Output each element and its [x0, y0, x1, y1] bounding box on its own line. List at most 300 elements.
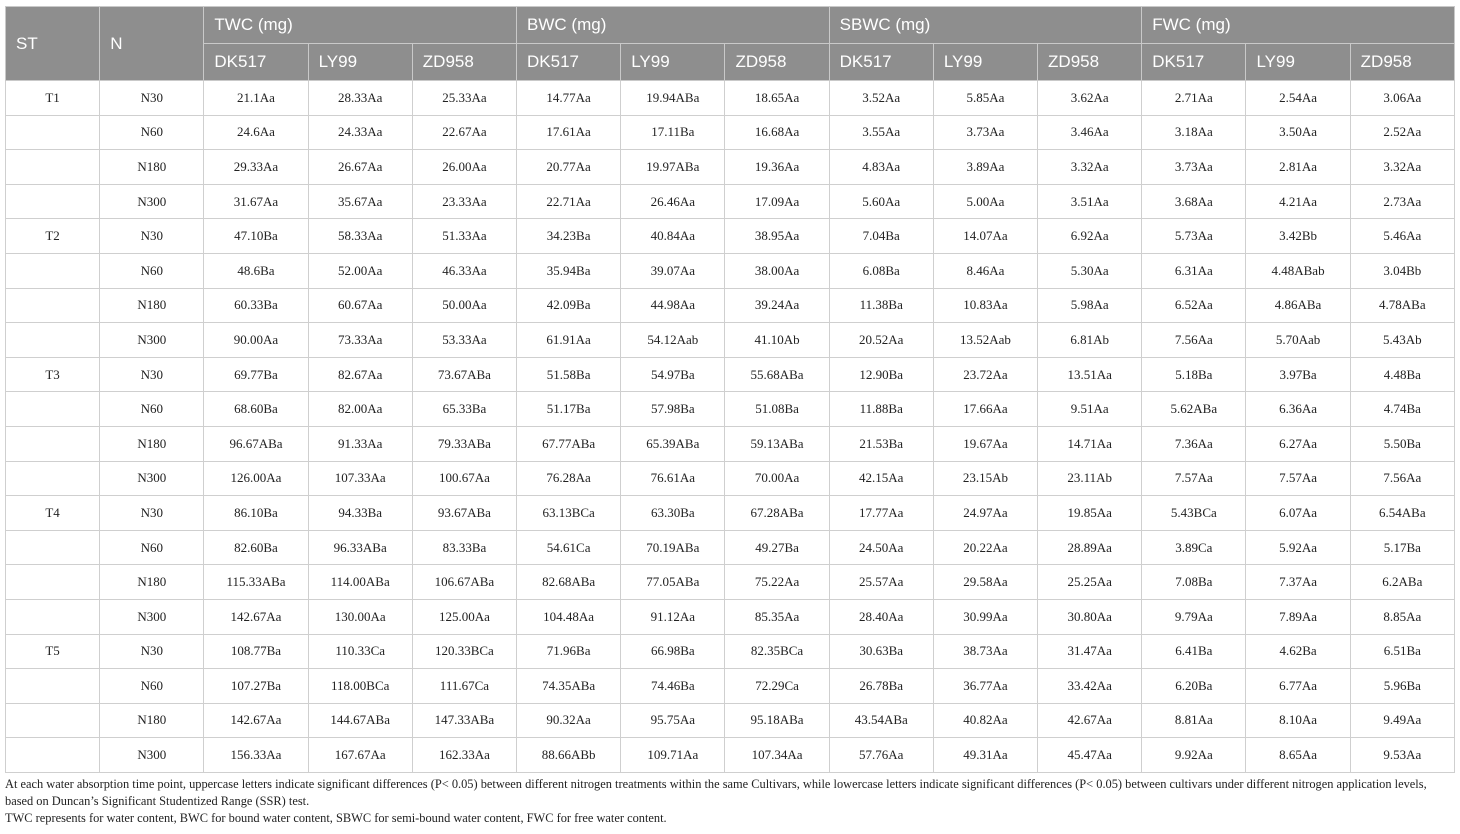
cell-value: 51.08Ba: [725, 392, 829, 427]
cell-st: [6, 599, 100, 634]
cell-value: 14.07Aa: [933, 219, 1037, 254]
cell-n: N60: [100, 530, 204, 565]
cell-value: 3.06Aa: [1350, 81, 1454, 116]
cell-value: 118.00BCa: [308, 669, 412, 704]
cell-n: N60: [100, 669, 204, 704]
cell-value: 21.1Aa: [204, 81, 308, 116]
cell-st: [6, 253, 100, 288]
cell-value: 5.17Ba: [1350, 530, 1454, 565]
cell-value: 82.68ABa: [517, 565, 621, 600]
cell-value: 5.18Ba: [1142, 357, 1246, 392]
cell-value: 5.30Aa: [1038, 253, 1142, 288]
cell-n: N30: [100, 81, 204, 116]
cell-value: 3.73Aa: [1142, 150, 1246, 185]
table-container: [5, 6, 1455, 827]
table-body: [6, 81, 1455, 773]
cell-value: 61.91Aa: [517, 323, 621, 358]
cell-value: 94.33Ba: [308, 496, 412, 531]
cell-value: 33.42Aa: [1038, 669, 1142, 704]
cell-value: 106.67ABa: [412, 565, 516, 600]
cell-value: 2.71Aa: [1142, 81, 1246, 116]
cell-value: 5.60Aa: [829, 184, 933, 219]
cell-value: 3.18Aa: [1142, 115, 1246, 150]
cell-value: 24.6Aa: [204, 115, 308, 150]
cell-n: N180: [100, 150, 204, 185]
cell-value: 115.33ABa: [204, 565, 308, 600]
cell-value: 5.73Aa: [1142, 219, 1246, 254]
cell-value: 93.67ABa: [412, 496, 516, 531]
cell-value: 130.00Aa: [308, 599, 412, 634]
cell-value: 162.33Aa: [412, 738, 516, 773]
header-st: ST: [6, 7, 100, 81]
cell-value: 7.08Ba: [1142, 565, 1246, 600]
cell-st: [6, 392, 100, 427]
header-cultivar: LY99: [933, 44, 1037, 81]
cell-value: 6.20Ba: [1142, 669, 1246, 704]
header-cultivar: LY99: [1246, 44, 1350, 81]
header-n: N: [100, 7, 204, 81]
header-cultivar: DK517: [829, 44, 933, 81]
cell-value: 91.33Aa: [308, 426, 412, 461]
cell-value: 6.08Ba: [829, 253, 933, 288]
cell-value: 4.48Ba: [1350, 357, 1454, 392]
cell-st: [6, 323, 100, 358]
cell-value: 4.86ABa: [1246, 288, 1350, 323]
cell-st: [6, 565, 100, 600]
cell-value: 59.13ABa: [725, 426, 829, 461]
cell-value: 96.67ABa: [204, 426, 308, 461]
cell-value: 60.67Aa: [308, 288, 412, 323]
cell-value: 100.67Aa: [412, 461, 516, 496]
cell-st: [6, 738, 100, 773]
table-row: [6, 530, 1455, 565]
table-row: [6, 738, 1455, 773]
cell-value: 4.83Aa: [829, 150, 933, 185]
cell-value: 2.52Aa: [1350, 115, 1454, 150]
cell-value: 40.84Aa: [621, 219, 725, 254]
cell-value: 26.67Aa: [308, 150, 412, 185]
cell-value: 25.57Aa: [829, 565, 933, 600]
cell-value: 54.61Ca: [517, 530, 621, 565]
cell-value: 147.33ABa: [412, 703, 516, 738]
cell-value: 82.00Aa: [308, 392, 412, 427]
cell-value: 142.67Aa: [204, 703, 308, 738]
cell-value: 17.11Ba: [621, 115, 725, 150]
header-group-fwc: FWC (mg): [1142, 7, 1455, 44]
cell-value: 5.62ABa: [1142, 392, 1246, 427]
cell-value: 31.67Aa: [204, 184, 308, 219]
cell-value: 41.10Ab: [725, 323, 829, 358]
cell-value: 47.10Ba: [204, 219, 308, 254]
cell-value: 23.72Aa: [933, 357, 1037, 392]
cell-value: 4.48ABab: [1246, 253, 1350, 288]
table-row: [6, 219, 1455, 254]
cell-value: 65.33Ba: [412, 392, 516, 427]
table-row: [6, 253, 1455, 288]
cell-value: 5.43BCa: [1142, 496, 1246, 531]
header-group-twc: TWC (mg): [204, 7, 517, 44]
cell-value: 8.65Aa: [1246, 738, 1350, 773]
cell-value: 25.33Aa: [412, 81, 516, 116]
table-row: [6, 115, 1455, 150]
cell-value: 6.52Aa: [1142, 288, 1246, 323]
cell-value: 8.46Aa: [933, 253, 1037, 288]
cell-value: 28.40Aa: [829, 599, 933, 634]
cell-value: 144.67ABa: [308, 703, 412, 738]
footnote-abbreviations: TWC represents for water content, BWC for bound water content, SBWC for semi-bound water content, FWC for free water content.: [5, 810, 667, 825]
cell-value: 74.35ABa: [517, 669, 621, 704]
cell-value: 76.61Aa: [621, 461, 725, 496]
header-cultivar: ZD958: [1038, 44, 1142, 81]
cell-value: 2.73Aa: [1350, 184, 1454, 219]
header-group-bwc: BWC (mg): [517, 7, 830, 44]
cell-value: 11.88Ba: [829, 392, 933, 427]
cell-value: 26.46Aa: [621, 184, 725, 219]
cell-value: 24.33Aa: [308, 115, 412, 150]
cell-value: 10.83Aa: [933, 288, 1037, 323]
cell-value: 5.46Aa: [1350, 219, 1454, 254]
cell-n: N300: [100, 184, 204, 219]
cell-value: 55.68ABa: [725, 357, 829, 392]
cell-value: 9.49Aa: [1350, 703, 1454, 738]
cell-value: 53.33Aa: [412, 323, 516, 358]
cell-value: 3.04Bb: [1350, 253, 1454, 288]
cell-value: 3.32Aa: [1038, 150, 1142, 185]
cell-value: 5.50Ba: [1350, 426, 1454, 461]
cell-value: 19.94ABa: [621, 81, 725, 116]
cell-value: 5.43Ab: [1350, 323, 1454, 358]
cell-value: 65.39ABa: [621, 426, 725, 461]
table-row: [6, 565, 1455, 600]
cell-value: 156.33Aa: [204, 738, 308, 773]
cell-value: 76.28Aa: [517, 461, 621, 496]
cell-value: 107.33Aa: [308, 461, 412, 496]
cell-value: 86.10Ba: [204, 496, 308, 531]
cell-value: 17.66Aa: [933, 392, 1037, 427]
cell-value: 28.33Aa: [308, 81, 412, 116]
table-row: [6, 288, 1455, 323]
cell-value: 3.89Ca: [1142, 530, 1246, 565]
cell-st: [6, 461, 100, 496]
cell-st: T5: [6, 634, 100, 669]
cell-value: 109.71Aa: [621, 738, 725, 773]
cell-value: 18.65Aa: [725, 81, 829, 116]
header-cultivar: ZD958: [1350, 44, 1454, 81]
cell-value: 126.00Aa: [204, 461, 308, 496]
cell-value: 3.46Aa: [1038, 115, 1142, 150]
cell-value: 11.38Ba: [829, 288, 933, 323]
cell-value: 48.6Ba: [204, 253, 308, 288]
cell-value: 3.89Aa: [933, 150, 1037, 185]
cell-value: 3.52Aa: [829, 81, 933, 116]
table-row: [6, 357, 1455, 392]
cell-value: 88.66ABb: [517, 738, 621, 773]
cell-value: 5.00Aa: [933, 184, 1037, 219]
cell-st: [6, 150, 100, 185]
cell-value: 3.50Aa: [1246, 115, 1350, 150]
cell-value: 60.33Ba: [204, 288, 308, 323]
cell-st: T2: [6, 219, 100, 254]
cell-value: 38.73Aa: [933, 634, 1037, 669]
cell-value: 7.56Aa: [1350, 461, 1454, 496]
cell-value: 31.47Aa: [1038, 634, 1142, 669]
cell-st: [6, 288, 100, 323]
cell-n: N30: [100, 496, 204, 531]
cell-value: 30.63Ba: [829, 634, 933, 669]
cell-value: 54.12Aab: [621, 323, 725, 358]
cell-value: 19.97ABa: [621, 150, 725, 185]
cell-value: 6.41Ba: [1142, 634, 1246, 669]
cell-n: N180: [100, 703, 204, 738]
cell-value: 2.81Aa: [1246, 150, 1350, 185]
cell-value: 2.54Aa: [1246, 81, 1350, 116]
table-row: [6, 392, 1455, 427]
cell-value: 3.42Bb: [1246, 219, 1350, 254]
cell-value: 6.36Aa: [1246, 392, 1350, 427]
cell-n: N30: [100, 357, 204, 392]
cell-value: 4.62Ba: [1246, 634, 1350, 669]
cell-st: [6, 426, 100, 461]
cell-value: 34.23Ba: [517, 219, 621, 254]
cell-value: 6.31Aa: [1142, 253, 1246, 288]
cell-value: 19.67Aa: [933, 426, 1037, 461]
cell-value: 95.18ABa: [725, 703, 829, 738]
cell-value: 26.00Aa: [412, 150, 516, 185]
cell-st: [6, 669, 100, 704]
cell-value: 90.32Aa: [517, 703, 621, 738]
cell-value: 23.33Aa: [412, 184, 516, 219]
cell-n: N180: [100, 565, 204, 600]
cell-value: 19.36Aa: [725, 150, 829, 185]
cell-value: 67.77ABa: [517, 426, 621, 461]
cell-value: 17.77Aa: [829, 496, 933, 531]
cell-n: N300: [100, 461, 204, 496]
cell-value: 79.33ABa: [412, 426, 516, 461]
cell-value: 22.67Aa: [412, 115, 516, 150]
cell-value: 5.85Aa: [933, 81, 1037, 116]
cell-value: 85.35Aa: [725, 599, 829, 634]
cell-value: 107.27Ba: [204, 669, 308, 704]
cell-value: 23.11Ab: [1038, 461, 1142, 496]
cell-value: 3.51Aa: [1038, 184, 1142, 219]
cell-value: 17.09Aa: [725, 184, 829, 219]
cell-st: [6, 703, 100, 738]
cell-value: 14.71Aa: [1038, 426, 1142, 461]
table-row: [6, 599, 1455, 634]
cell-value: 51.58Ba: [517, 357, 621, 392]
cell-value: 110.33Ca: [308, 634, 412, 669]
cell-value: 6.54ABa: [1350, 496, 1454, 531]
table-footnotes: [5, 776, 1455, 827]
cell-n: N30: [100, 219, 204, 254]
cell-value: 28.89Aa: [1038, 530, 1142, 565]
cell-value: 20.52Aa: [829, 323, 933, 358]
cell-value: 40.82Aa: [933, 703, 1037, 738]
header-cultivar: LY99: [621, 44, 725, 81]
cell-value: 75.22Aa: [725, 565, 829, 600]
cell-value: 16.68Aa: [725, 115, 829, 150]
cell-value: 9.51Aa: [1038, 392, 1142, 427]
cell-n: N300: [100, 323, 204, 358]
cell-st: [6, 530, 100, 565]
cell-value: 42.67Aa: [1038, 703, 1142, 738]
cell-value: 24.50Aa: [829, 530, 933, 565]
cell-value: 44.98Aa: [621, 288, 725, 323]
cell-value: 73.33Aa: [308, 323, 412, 358]
table-row: [6, 81, 1455, 116]
cell-value: 49.27Ba: [725, 530, 829, 565]
cell-value: 42.15Aa: [829, 461, 933, 496]
cell-value: 13.52Aab: [933, 323, 1037, 358]
cell-value: 6.07Aa: [1246, 496, 1350, 531]
cell-value: 91.12Aa: [621, 599, 725, 634]
cell-value: 3.32Aa: [1350, 150, 1454, 185]
cell-value: 9.53Aa: [1350, 738, 1454, 773]
table-row: [6, 669, 1455, 704]
table-row: [6, 426, 1455, 461]
cell-value: 38.95Aa: [725, 219, 829, 254]
cell-st: T1: [6, 81, 100, 116]
cell-value: 3.68Aa: [1142, 184, 1246, 219]
table-row: [6, 323, 1455, 358]
cell-value: 3.55Aa: [829, 115, 933, 150]
table-row: [6, 150, 1455, 185]
header-cultivar: LY99: [308, 44, 412, 81]
cell-value: 83.33Ba: [412, 530, 516, 565]
cell-value: 7.57Aa: [1246, 461, 1350, 496]
cell-st: T3: [6, 357, 100, 392]
cell-value: 66.98Ba: [621, 634, 725, 669]
cell-value: 72.29Ca: [725, 669, 829, 704]
cell-value: 5.70Aab: [1246, 323, 1350, 358]
table-row: [6, 496, 1455, 531]
cell-st: [6, 115, 100, 150]
cell-value: 7.37Aa: [1246, 565, 1350, 600]
cell-value: 90.00Aa: [204, 323, 308, 358]
cell-value: 12.90Ba: [829, 357, 933, 392]
cell-value: 30.99Aa: [933, 599, 1037, 634]
cell-value: 8.81Aa: [1142, 703, 1246, 738]
cell-value: 43.54ABa: [829, 703, 933, 738]
cell-value: 7.36Aa: [1142, 426, 1246, 461]
cell-value: 108.77Ba: [204, 634, 308, 669]
cell-value: 51.33Aa: [412, 219, 516, 254]
cell-value: 22.71Aa: [517, 184, 621, 219]
cell-value: 54.97Ba: [621, 357, 725, 392]
cell-value: 82.35BCa: [725, 634, 829, 669]
cell-value: 20.77Aa: [517, 150, 621, 185]
cell-value: 6.81Ab: [1038, 323, 1142, 358]
cell-value: 26.78Ba: [829, 669, 933, 704]
cell-value: 17.61Aa: [517, 115, 621, 150]
cell-value: 4.21Aa: [1246, 184, 1350, 219]
cell-value: 6.92Aa: [1038, 219, 1142, 254]
table-row: [6, 703, 1455, 738]
cell-value: 30.80Aa: [1038, 599, 1142, 634]
cell-value: 96.33ABa: [308, 530, 412, 565]
header-cultivar: DK517: [517, 44, 621, 81]
cell-value: 9.79Aa: [1142, 599, 1246, 634]
cell-value: 6.27Aa: [1246, 426, 1350, 461]
cell-value: 63.30Ba: [621, 496, 725, 531]
cell-value: 73.67ABa: [412, 357, 516, 392]
cell-value: 5.92Aa: [1246, 530, 1350, 565]
cell-value: 7.04Ba: [829, 219, 933, 254]
cell-value: 70.19ABa: [621, 530, 725, 565]
header-cultivar: ZD958: [725, 44, 829, 81]
cell-value: 19.85Aa: [1038, 496, 1142, 531]
cell-value: 69.77Ba: [204, 357, 308, 392]
cell-n: N300: [100, 738, 204, 773]
header-cultivar: DK517: [204, 44, 308, 81]
cell-value: 35.67Aa: [308, 184, 412, 219]
cell-value: 35.94Ba: [517, 253, 621, 288]
cell-value: 77.05ABa: [621, 565, 725, 600]
cell-value: 14.77Aa: [517, 81, 621, 116]
cell-value: 8.85Aa: [1350, 599, 1454, 634]
cell-st: [6, 184, 100, 219]
cell-value: 5.98Aa: [1038, 288, 1142, 323]
cell-n: N60: [100, 115, 204, 150]
cell-value: 67.28ABa: [725, 496, 829, 531]
cell-value: 71.96Ba: [517, 634, 621, 669]
cell-value: 52.00Aa: [308, 253, 412, 288]
header-cultivar: DK517: [1142, 44, 1246, 81]
cell-value: 58.33Aa: [308, 219, 412, 254]
cell-value: 21.53Ba: [829, 426, 933, 461]
results-table: [5, 6, 1455, 773]
cell-value: 6.51Ba: [1350, 634, 1454, 669]
cell-value: 46.33Aa: [412, 253, 516, 288]
cell-value: 82.67Aa: [308, 357, 412, 392]
cell-st: T4: [6, 496, 100, 531]
cell-value: 3.73Aa: [933, 115, 1037, 150]
cell-value: 42.09Ba: [517, 288, 621, 323]
cell-value: 125.00Aa: [412, 599, 516, 634]
cell-value: 5.96Ba: [1350, 669, 1454, 704]
cell-value: 25.25Aa: [1038, 565, 1142, 600]
cell-value: 20.22Aa: [933, 530, 1037, 565]
table-row: [6, 461, 1455, 496]
table-row: [6, 634, 1455, 669]
cell-value: 120.33BCa: [412, 634, 516, 669]
cell-value: 114.00ABa: [308, 565, 412, 600]
cell-value: 4.78ABa: [1350, 288, 1454, 323]
cell-value: 3.62Aa: [1038, 81, 1142, 116]
cell-n: N180: [100, 426, 204, 461]
cell-value: 82.60Ba: [204, 530, 308, 565]
cell-value: 45.47Aa: [1038, 738, 1142, 773]
cell-value: 7.56Aa: [1142, 323, 1246, 358]
cell-value: 104.48Aa: [517, 599, 621, 634]
cell-value: 3.97Ba: [1246, 357, 1350, 392]
cell-n: N60: [100, 392, 204, 427]
cell-value: 74.46Ba: [621, 669, 725, 704]
cell-n: N30: [100, 634, 204, 669]
cell-value: 57.98Ba: [621, 392, 725, 427]
cell-value: 142.67Aa: [204, 599, 308, 634]
cell-value: 57.76Aa: [829, 738, 933, 773]
cell-n: N60: [100, 253, 204, 288]
cell-value: 7.57Aa: [1142, 461, 1246, 496]
cell-value: 107.34Aa: [725, 738, 829, 773]
cell-value: 6.2ABa: [1350, 565, 1454, 600]
cell-n: N300: [100, 599, 204, 634]
cell-value: 63.13BCa: [517, 496, 621, 531]
cell-value: 6.77Aa: [1246, 669, 1350, 704]
cell-value: 50.00Aa: [412, 288, 516, 323]
cell-value: 167.67Aa: [308, 738, 412, 773]
